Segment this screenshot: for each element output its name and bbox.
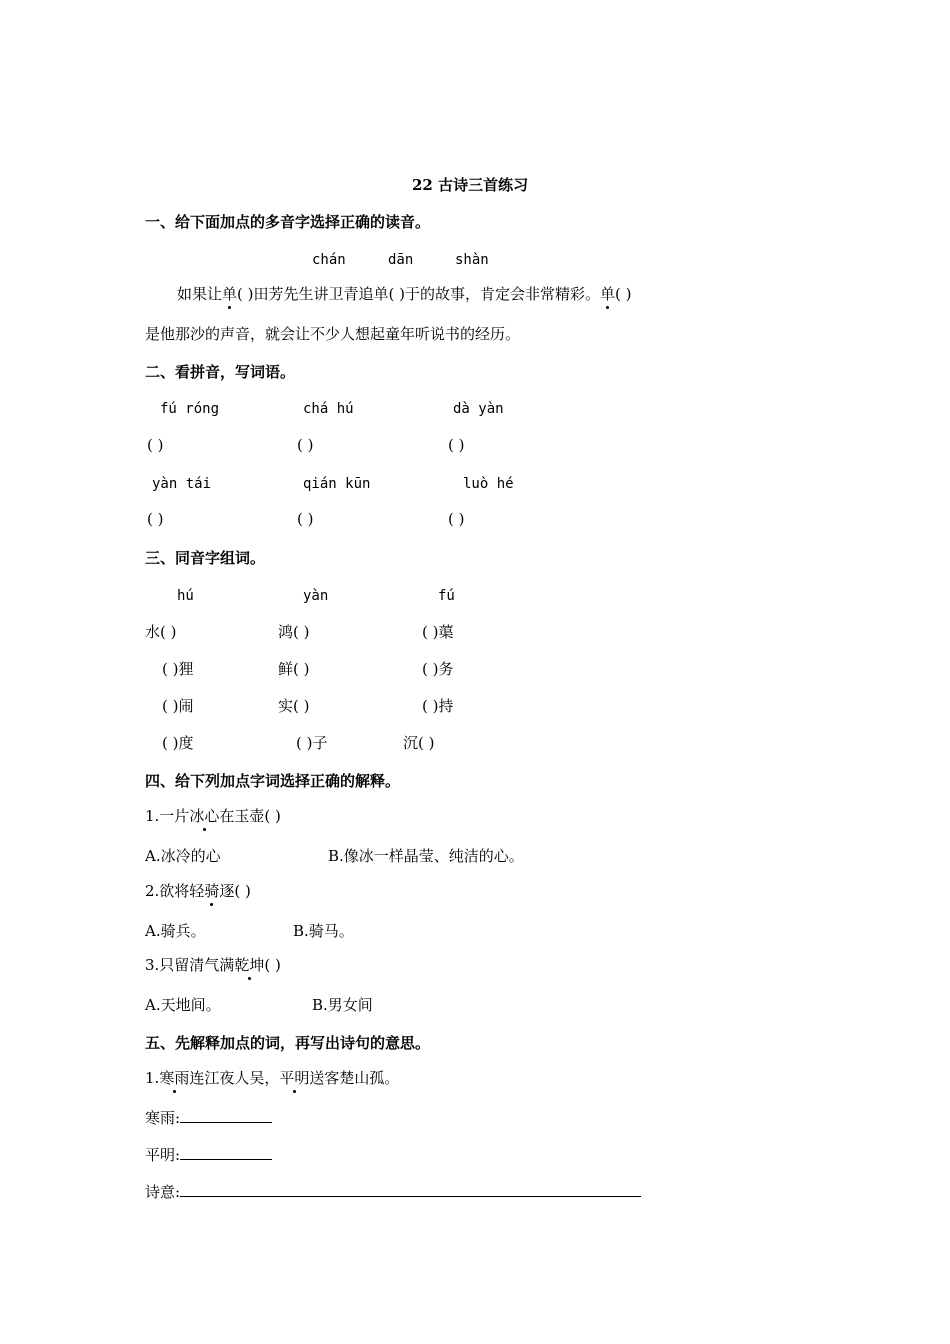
pinyin-option: dān [388, 252, 414, 268]
section-2-heading: 二、看拼音，写词语。 [145, 363, 296, 381]
option-a[interactable]: A.冰冷的心 [145, 847, 221, 865]
option-a[interactable]: A.骑兵。 [145, 922, 206, 940]
pinyin-option: shàn [455, 252, 489, 268]
section-1-sentence: 如果让单( )田芳先生讲卫青追单( )于的故事，肯定会非常精彩。单( ) [177, 285, 632, 303]
word-item[interactable]: ( )持 [422, 697, 454, 715]
answer-blank[interactable]: ( ) [147, 436, 164, 454]
section-4-heading: 四、给下列加点字词选择正确的解释。 [145, 772, 401, 790]
option-a[interactable]: A.天地间。 [145, 996, 221, 1014]
answer-field[interactable] [180, 1108, 272, 1123]
word-item[interactable]: 鲜( ) [278, 660, 310, 678]
answer-blank[interactable]: ( ) [448, 436, 465, 454]
pinyin-syllable: fú [438, 588, 455, 604]
dotted-char: 单 [222, 285, 238, 303]
pinyin-word: dà yàn [453, 401, 504, 417]
pinyin-word: qián kūn [303, 476, 371, 492]
dotted-word: 寒雨 [159, 1069, 190, 1087]
dotted-word: 乾坤 [234, 956, 265, 974]
question-2: 2.欲将轻骑逐( ) [145, 882, 251, 900]
word-item[interactable]: ( )子 [296, 734, 328, 752]
section-1-sentence-line2: 是他那沙的声音，就会让不少人想起童年听说书的经历。 [145, 325, 521, 343]
answer-line-pingming: 平明: [145, 1145, 272, 1165]
word-item[interactable]: ( )闹 [162, 697, 194, 715]
word-item[interactable]: 水( ) [145, 623, 177, 641]
word-item[interactable]: ( )务 [422, 660, 454, 678]
question-1: 1.一片冰心在玉壶( ) [145, 807, 281, 825]
answer-blank[interactable]: ( ) [297, 436, 314, 454]
pinyin-option: chán [312, 252, 346, 268]
page-title: 22 古诗三首练习 [412, 176, 529, 194]
pinyin-word: chá hú [303, 401, 354, 417]
answer-field[interactable] [180, 1182, 641, 1197]
answer-blank[interactable]: ( ) [147, 510, 164, 528]
answer-blank[interactable]: ( ) [448, 510, 465, 528]
poem-line: 1.寒雨连江夜人吴，平明送客楚山孤。 [145, 1069, 400, 1087]
pinyin-word: luò hé [463, 476, 514, 492]
dotted-word: 平明 [279, 1069, 310, 1087]
section-3-heading: 三、同音字组词。 [145, 549, 266, 567]
dotted-char: 单 [600, 285, 616, 303]
word-item[interactable]: 鸿( ) [278, 623, 310, 641]
section-1-heading: 一、给下面加点的多音字选择正确的读音。 [145, 213, 431, 231]
word-item[interactable]: ( )度 [162, 734, 194, 752]
word-item[interactable]: 实( ) [278, 697, 310, 715]
dotted-word: 冰心 [189, 807, 220, 825]
option-b[interactable]: B.像冰一样晶莹、纯洁的心。 [328, 847, 524, 865]
word-item[interactable]: 沉( ) [403, 734, 435, 752]
question-3: 3.只留清气满乾坤( ) [145, 956, 281, 974]
word-item[interactable]: ( )狸 [162, 660, 194, 678]
answer-line-shiyi: 诗意: [145, 1182, 641, 1202]
word-item[interactable]: ( )蕖 [422, 623, 454, 641]
answer-line-hanyu: 寒雨: [145, 1108, 272, 1128]
option-b[interactable]: B.男女间 [312, 996, 373, 1014]
pinyin-syllable: yàn [303, 588, 329, 604]
pinyin-word: fú róng [160, 401, 220, 417]
answer-field[interactable] [180, 1145, 272, 1160]
dotted-word: 骑 [204, 882, 220, 900]
answer-blank[interactable]: ( ) [297, 510, 314, 528]
pinyin-word: yàn tái [152, 476, 212, 492]
section-5-heading: 五、先解释加点的词，再写出诗句的意思。 [145, 1034, 431, 1052]
option-b[interactable]: B.骑马。 [293, 922, 354, 940]
pinyin-syllable: hú [177, 588, 194, 604]
